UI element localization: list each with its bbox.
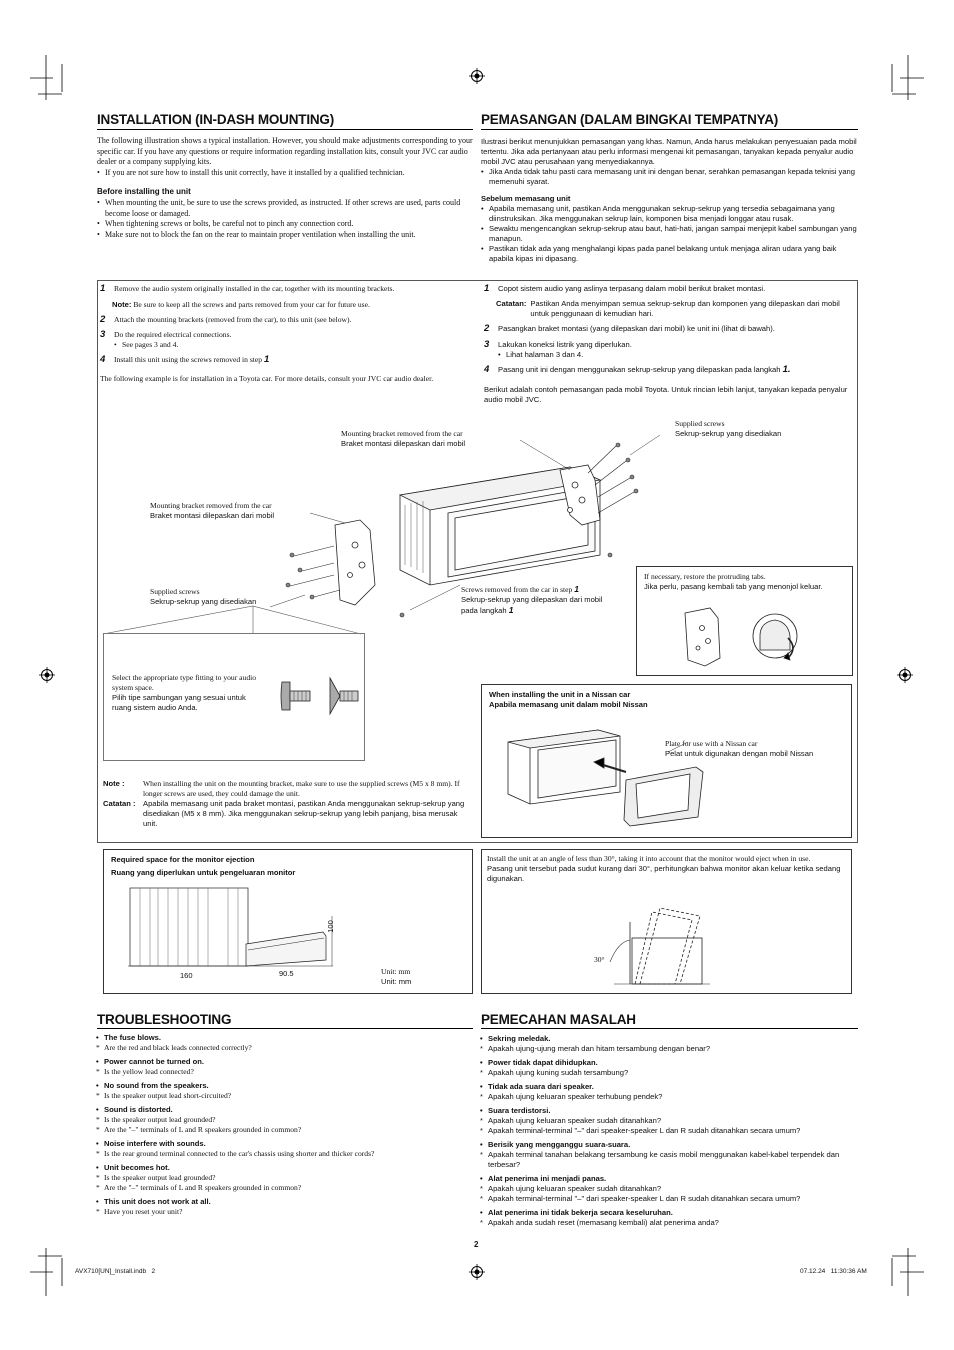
supplied-right-id: Sekrup-sekrup yang disediakan: [675, 429, 782, 438]
step-id-1-note: Pastikan Anda menyimpan semua sekrup-sekrup dan komponen yang dilepaskan dari mobil untuk penggunaan di kemudian hari.: [530, 299, 840, 318]
troubleshooting-check: * Apakah terminal-terminal "–" dari speaker-speaker L dan R sudah ditanahkan secara umum?: [480, 1194, 858, 1204]
space-title-en: Required space for the monitor ejection: [111, 855, 255, 864]
before-en-item: • When tightening screws or bolts, be careful not to pinch any connection cord.: [97, 219, 473, 230]
step-id-2: Pasangkan braket montasi (yang dilepaskan dari mobil) ke unit ini (lihat di bawah).: [498, 324, 775, 333]
angle-label: 30°: [594, 955, 605, 964]
troubleshooting-problem: • Power cannot be turned on.: [96, 1057, 472, 1067]
troubleshooting-problem: • Noise interfere with sounds.: [96, 1139, 472, 1149]
troubleshooting-item: [96, 1033, 472, 1053]
bracket-left-en: Mounting bracket removed from the car: [150, 501, 272, 510]
troubleshooting-problem: • Tidak ada suara dari speaker.: [480, 1082, 858, 1092]
step-number: 1: [484, 283, 490, 294]
screw-type-icons: [280, 676, 370, 716]
troubleshooting-problem: • Sekring meledak.: [480, 1034, 858, 1044]
right-heading-rule: [481, 129, 858, 130]
bracket-left-id: Braket montasi dilepaskan dari mobil: [150, 511, 275, 520]
pemecahan-list: [480, 1030, 858, 1228]
intro-id-text: Ilustrasi berikut menunjukkan pemasangan yang khas. Namun, Anda harus melakukan penyesuaian pada mobil tertentu. Jika ada pertanyaan atau perlu informasi mengenai kit pemasangan, tanyakan kepada penyalur audio mobil JVC atau perusahaan yang menyediakannya.: [481, 137, 857, 166]
note-en: When installing the unit on the mounting bracket, make sure to use the supplied screws (M5 x 8 mm). If longer screws are used, they could damage the unit.: [143, 779, 460, 798]
fitting-text: [112, 673, 262, 713]
troubleshooting-problem: • Power tidak dapat dihidupkan.: [480, 1058, 858, 1068]
right-heading: PEMASANGAN (DALAM BINGKAI TEMPATNYA): [481, 112, 779, 127]
step-ref: 1: [574, 584, 579, 594]
tabs-id: Jika perlu, pasang kembali tab yang menonjol keluar.: [644, 582, 823, 591]
fitting-callout-lines: [103, 594, 363, 634]
left-heading-rule: [97, 129, 473, 130]
supplied-right-label: [675, 419, 805, 439]
before-id-item: • Sewaktu mengencangkan sekrup-sekrup atau baut, hati-hati, jangan sampai menjepit kabel sambungan yang manapun.: [481, 224, 858, 244]
pemecahan-rule: [481, 1028, 858, 1029]
nissan-title-en: When installing the unit in a Nissan car: [489, 690, 631, 699]
registration-mark-top: [469, 68, 485, 84]
troubleshooting-problem: • Sound is distorted.: [96, 1105, 472, 1115]
note-label-id: Catatan:: [496, 299, 527, 308]
troubleshooting-problem: • This unit does not work at all.: [96, 1197, 472, 1207]
before-en-item: • Make sure not to block the fan on the rear to maintain proper ventilation when installing the unit.: [97, 230, 473, 241]
intro-id: [481, 137, 858, 264]
left-heading: INSTALLATION (IN-DASH MOUNTING): [97, 112, 335, 127]
troubleshooting-item: [480, 1082, 858, 1102]
troubleshooting-problem: • Unit becomes hot.: [96, 1163, 472, 1173]
step-en-1-note: Be sure to keep all the screws and parts removed from your car for future use.: [133, 300, 370, 309]
fitting-id: Pilih tipe sambungan yang sesuai untuk ruang sistem audio Anda.: [112, 693, 246, 712]
space-unit-id: Unit: mm: [381, 977, 412, 986]
step-id-4: Pasang unit ini dengan menggunakan sekrup-sekrup yang dilepaskan pada langkah: [498, 365, 781, 374]
troubleshooting-item: [480, 1208, 858, 1228]
intro-id-bullet: • Jika Anda tidak tahu pasti cara memasang unit ini dengan benar, serahkan pemasangan kepada teknisi yang memenuhi syarat.: [481, 167, 858, 187]
step-ref: 1: [508, 605, 514, 615]
note-en-label: Note :: [103, 779, 125, 788]
note-label-en: Note:: [112, 300, 132, 309]
nissan-plate-id: Pelat untuk digunakan dengan mobil Nissan: [665, 749, 814, 758]
troubleshooting-check: * Are the red and black leads connected correctly?: [96, 1043, 472, 1053]
troubleshooting-item: [96, 1163, 472, 1193]
troubleshooting-item: [480, 1034, 858, 1054]
step-en-2: Attach the mounting brackets (removed from the car), to this unit (see below).: [114, 315, 352, 324]
step-number: 2: [484, 323, 490, 334]
intro-en-bullet: • If you are not sure how to install this unit correctly, have it installed by a qualified technician.: [97, 168, 473, 179]
troubleshooting-check: * Apakah ujung keluaran speaker sudah ditanahkan?: [480, 1184, 858, 1194]
space-units: [381, 967, 411, 987]
bracket-top-en: Mounting bracket removed from the car: [341, 429, 463, 438]
troubleshooting-check: * Are the "–" terminals of L and R speakers grounded in common?: [96, 1183, 472, 1193]
troubleshooting-check: * Apakah ujung kuning sudah tersambung?: [480, 1068, 858, 1078]
troubleshooting-check: * Apakah terminal-terminal "–" dari speaker-speaker L dan R sudah ditanahkan secara umum?: [480, 1126, 858, 1136]
step-en-3: Do the required electrical connections.: [114, 330, 232, 339]
troubleshooting-problem: • Alat penerima ini tidak bekerja secara keseluruhan.: [480, 1208, 858, 1218]
bracket-left-label: [150, 501, 310, 521]
before-id-title: Sebelum memasang unit: [481, 194, 571, 203]
troubleshooting-check: * Apakah ujung-ujung merah dan hitam tersambung dengan benar?: [480, 1044, 858, 1054]
troubleshooting-check: * Apakah anda sudah reset (memasang kembali) alat penerima anda?: [480, 1218, 858, 1228]
removed-id: Sekrup-sekrup yang dilepaskan dari mobil pada langkah: [461, 595, 603, 615]
steps-en: [100, 284, 470, 384]
before-id-list: [481, 204, 858, 264]
troubleshooting-check: * Is the yellow lead connected?: [96, 1067, 472, 1077]
troubleshooting-check: * Apakah ujung keluaran speaker sudah ditanahkan?: [480, 1116, 858, 1126]
registration-mark-right: [897, 667, 913, 683]
troubleshooting-check: * Is the rear ground terminal connected to the car's chassis using shorter and thicker cords?: [96, 1149, 472, 1159]
step-en-1: Remove the audio system originally installed in the car, together with its mounting brackets.: [114, 284, 395, 293]
space-unit-en: Unit: mm: [381, 967, 411, 976]
troubleshooting-item: [480, 1140, 858, 1170]
troubleshooting-item: [480, 1058, 858, 1078]
troubleshooting-problem: • No sound from the speakers.: [96, 1081, 472, 1091]
angle-illustration: [600, 902, 720, 992]
troubleshooting-check: * Is the speaker output lead grounded?: [96, 1115, 472, 1125]
troubleshooting-check: * Have you reset your unit?: [96, 1207, 472, 1217]
note-block: [103, 779, 473, 829]
angle-id: Pasang unit tersebut pada sudut kurang dari 30°, perhitungkan bahwa monitor akan keluar ketika sedang digunakan.: [487, 864, 841, 883]
troubleshooting-item: [96, 1139, 472, 1159]
tabs-text: [644, 572, 849, 592]
space-title: [111, 855, 295, 878]
nissan-illustration: [508, 722, 708, 827]
troubleshooting-check: * Is the speaker output lead short-circuited?: [96, 1091, 472, 1101]
troubleshooting-check: * Is the speaker output lead grounded?: [96, 1173, 472, 1183]
step-number: 1: [100, 283, 106, 294]
before-id-item: • Pastikan tidak ada yang menghalangi kipas pada panel belakang untuk menjaga aliran udara yang baik apabila kipas ini dipasang.: [481, 244, 858, 264]
footer-right: 07.12.24 11:30:36 AM: [800, 1268, 867, 1275]
step-number: 4: [100, 354, 106, 365]
troubleshooting-list: [96, 1029, 472, 1217]
supplied-left-id: Sekrup-sekrup yang disediakan: [150, 597, 257, 606]
space-diagram: [128, 886, 358, 981]
step-number: 2: [100, 314, 106, 325]
step-en-3-sub: • See pages 3 and 4.: [114, 340, 470, 350]
nissan-plate-en: Plate for use with a Nissan car: [665, 739, 758, 748]
footer-left: AVX710[UN]_Install.indb 2: [75, 1268, 156, 1275]
troubleshooting-problem: • Berisik yang mengganggu suara-suara.: [480, 1140, 858, 1150]
before-en-title: Before installing the unit: [97, 187, 191, 197]
troubleshooting-item: [480, 1106, 858, 1136]
note-id: Apabila memasang unit pada braket montasi, pastikan Anda menggunakan sekrup-sekrup yang disediakan (M5 x 8 mm). Jika menggunakan sekrup-sekrup yang lebih panjang, bisa merusak unit.: [143, 799, 465, 828]
registration-mark-bottom: [469, 1264, 485, 1280]
troubleshooting-problem: • The fuse blows.: [96, 1033, 472, 1043]
tabs-illustration: [680, 608, 810, 668]
angle-text: [487, 854, 847, 884]
angle-en: Install the unit at an angle of less than 30°, taking it into account that the monitor would eject when in use.: [487, 854, 811, 863]
tabs-en: If necessary, restore the protruding tabs.: [644, 572, 766, 581]
pemecahan-heading: PEMECAHAN MASALAH: [481, 1012, 636, 1027]
troubleshooting-problem: • Alat penerima ini menjadi panas.: [480, 1174, 858, 1184]
troubleshooting-check: * Apakah terminal tanahan belakang tersambung ke casis mobil menggunakan kabel-kabel terpendek dan terbesar?: [480, 1150, 858, 1170]
step-ref: 1.: [782, 364, 791, 375]
nissan-title: [489, 690, 648, 710]
fitting-en: Select the appropriate type fitting to your audio system space.: [112, 673, 257, 692]
registration-mark-left: [39, 667, 55, 683]
note-id-label: Catatan :: [103, 799, 136, 808]
toyota-en: The following example is for installation in a Toyota car. For more details, consult your JVC car audio dealer.: [100, 374, 434, 383]
bracket-top-label: [341, 429, 501, 449]
troubleshooting-problem: • Suara terdistorsi.: [480, 1106, 858, 1116]
step-id-1: Copot sistem audio yang aslinya terpasang dalam mobil berikut braket montasi.: [498, 284, 766, 293]
troubleshooting-check: * Are the "–" terminals of L and R speakers grounded in common?: [96, 1125, 472, 1135]
supplied-right-en: Supplied screws: [675, 419, 725, 428]
step-id-3: Lakukan koneksi listrik yang diperlukan.: [498, 340, 632, 349]
toyota-id: Berikut adalah contoh pemasangan pada mobil Toyota. Untuk rincian lebih lanjut, tanyakan kepada penyalur audio mobil JVC.: [484, 385, 848, 404]
step-id-3-sub: • Lihat halaman 3 dan 4.: [498, 350, 854, 360]
step-number: 4: [484, 364, 490, 375]
before-en-list: [97, 198, 473, 240]
removed-en: Screws removed from the car in step: [461, 585, 573, 594]
before-id-item: • Apabila memasang unit, pastikan Anda menggunakan sekrup-sekrup yang tersedia sebagaimana yang diinstruksikan. Jika menggunakan sekrup lain, komponen bisa menjadi longgar atau rusak.: [481, 204, 858, 224]
troubleshooting-heading: TROUBLESHOOTING: [97, 1012, 232, 1027]
bracket-top-id: Braket montasi dilepaskan dari mobil: [341, 439, 466, 448]
page-number: 2: [474, 1240, 479, 1249]
intro-en-text: The following illustration shows a typical installation. However, you should make adjustments corresponding to your specific car. If you have any questions or require information regarding installation kits, consult your JVC car audio dealer or a company supplying kits.: [97, 136, 473, 167]
steps-id: [484, 284, 854, 405]
removed-screws-label: [461, 584, 621, 616]
troubleshooting-item: [480, 1174, 858, 1204]
step-number: 3: [100, 329, 106, 340]
before-en-item: • When mounting the unit, be sure to use the screws provided, as instructed. If other screws are used, parts could become loose or damaged.: [97, 198, 473, 219]
step-ref: 1: [263, 354, 270, 365]
space-title-id: Ruang yang diperlukan untuk pengeluaran monitor: [111, 868, 296, 877]
dim-160: 160: [180, 971, 193, 980]
step-number: 3: [484, 339, 490, 350]
dim-905: 90.5: [279, 969, 294, 978]
troubleshooting-item: [96, 1105, 472, 1135]
dim-100: 100: [325, 920, 335, 933]
step-en-4: Install this unit using the screws removed in step: [114, 355, 263, 364]
supplied-left-en: Supplied screws: [150, 587, 200, 596]
troubleshooting-check: * Apakah ujung keluaran speaker terhubung pendek?: [480, 1092, 858, 1102]
intro-en: [97, 136, 473, 240]
troubleshooting-item: [96, 1081, 472, 1101]
troubleshooting-item: [96, 1197, 472, 1217]
troubleshooting-item: [96, 1057, 472, 1077]
nissan-title-id: Apabila memasang unit dalam mobil Nissan: [489, 700, 648, 709]
